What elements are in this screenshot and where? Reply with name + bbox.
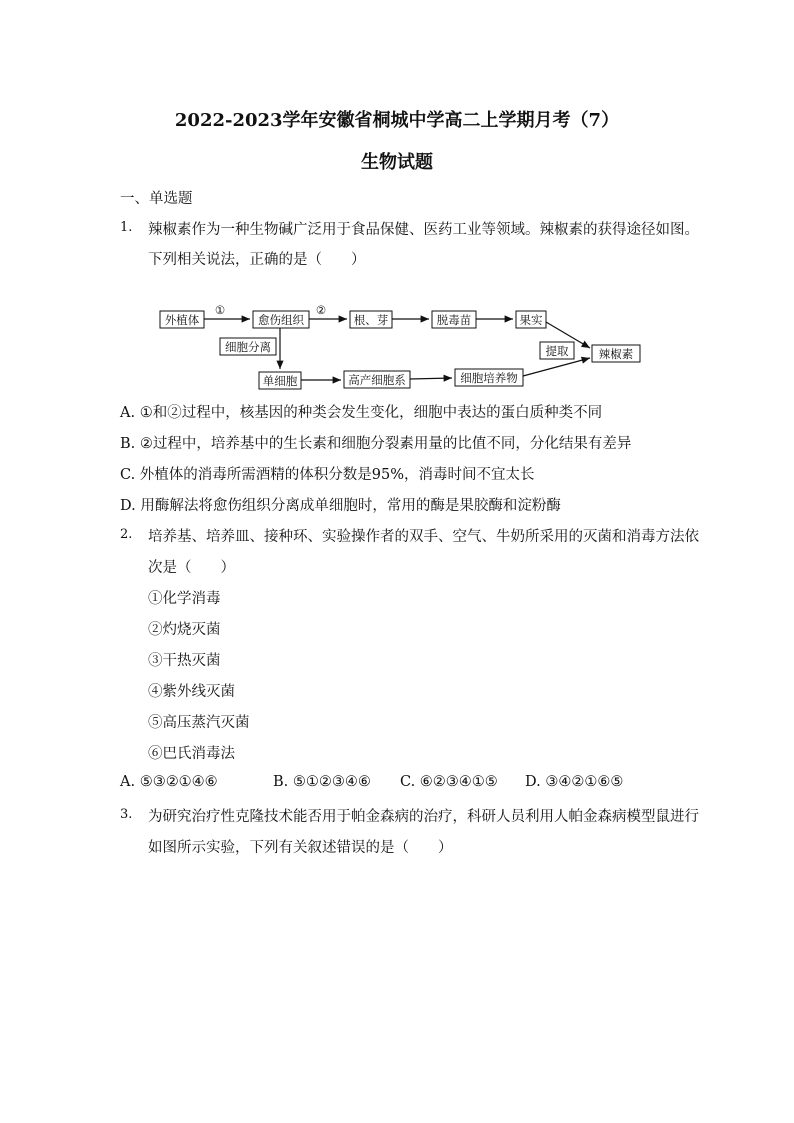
page-title: 2022-2023学年安徽省桐城中学高二上学期月考（7） xyxy=(174,110,620,131)
question-1-option-d: D. 用酶解法将愈伤组织分离成单细胞时，常用的酶是果胶酶和淀粉酶 xyxy=(120,498,561,514)
label-step-1: ① xyxy=(214,303,226,317)
question-2-item-1: ①化学消毒 xyxy=(148,591,221,607)
label-extract: 提取 xyxy=(545,344,569,358)
label-root-bud: 根、芽 xyxy=(353,313,389,327)
question-3-stem-line-1: 为研究治疗性克隆技术能否用于帕金森病的治疗，科研人员利用人帕金森病模型鼠进行 xyxy=(148,809,699,825)
label-single-cell: 单细胞 xyxy=(262,374,298,388)
question-2-item-4: ④紫外线灭菌 xyxy=(148,684,235,700)
capsaicin-pathway-diagram xyxy=(150,298,650,398)
label-capsaicin: 辣椒素 xyxy=(598,347,634,361)
arrow-culture-capsaicin xyxy=(523,358,590,376)
question-1-number: 1. xyxy=(120,220,133,235)
label-high-yield: 高产细胞系 xyxy=(348,373,406,387)
label-separate: 细胞分离 xyxy=(225,340,271,354)
label-explant: 外植体 xyxy=(164,313,200,327)
question-2-item-6: ⑥巴氏消毒法 xyxy=(148,746,235,762)
label-fruit: 果实 xyxy=(519,313,543,327)
question-2-stem-line-1: 培养基、培养皿、接种环、实验操作者的双手、空气、牛奶所采用的灭菌和消毒方法依 xyxy=(148,529,699,545)
question-2-item-2: ②灼烧灭菌 xyxy=(148,622,221,638)
question-2-option-d: D. ③④②①⑥⑤ xyxy=(525,774,624,790)
label-step-2: ② xyxy=(315,303,327,317)
question-2-option-a: A. ⑤③②①④⑥ xyxy=(120,774,218,790)
question-1-option-b: B. ②过程中，培养基中的生长素和细胞分裂素用量的比值不同，分化结果有差异 xyxy=(120,436,632,452)
question-3-stem-line-2: 如图所示实验，下列有关叙述错误的是（ ） xyxy=(148,840,453,856)
label-callus: 愈伤组织 xyxy=(258,313,304,327)
question-1-option-a: A. ①和②过程中，核基因的种类会发生变化，细胞中表达的蛋白质种类不同 xyxy=(120,405,603,421)
question-2-item-3: ③干热灭菌 xyxy=(148,653,221,669)
question-1-option-c: C. 外植体的消毒所需酒精的体积分数是95%，消毒时间不宜太长 xyxy=(120,467,535,483)
question-2-option-b: B. ⑤①②③④⑥ xyxy=(273,774,371,790)
page-subtitle: 生物试题 xyxy=(361,152,433,173)
label-virus-free: 脱毒苗 xyxy=(436,313,472,327)
arrow-highyield-culture xyxy=(410,378,452,379)
label-culture: 细胞培养物 xyxy=(460,371,518,385)
question-2-stem-line-2: 次是（ ） xyxy=(148,560,235,576)
question-1-stem-line-2: 下列相关说法，正确的是（ ） xyxy=(148,252,366,268)
question-3-number: 3. xyxy=(120,807,133,822)
section-heading: 一、单选题 xyxy=(120,191,193,207)
question-2-option-c: C. ⑥②③④①⑤ xyxy=(400,774,498,790)
question-1-stem-line-1: 辣椒素作为一种生物碱广泛用于食品保健、医药工业等领域。辣椒素的获得途径如图。 xyxy=(148,222,699,238)
question-2-item-5: ⑤高压蒸汽灭菌 xyxy=(148,715,250,731)
question-2-number: 2. xyxy=(120,527,133,542)
